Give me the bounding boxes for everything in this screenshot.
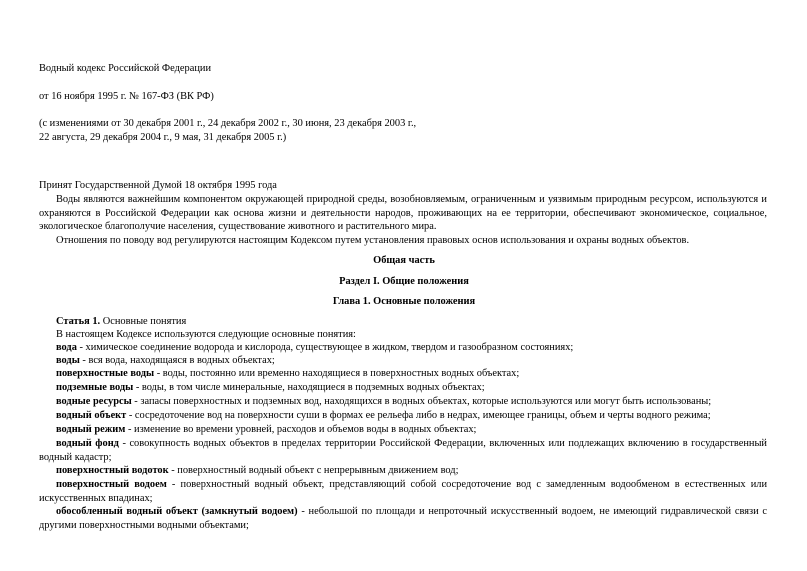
definition-text: - небольшой по площади и непроточный искусственный водоем, не имеющий гидравлической связи с другими поверхностными водными объектами;: [39, 506, 767, 531]
preamble-paragraph-2: Отношения по поводу вод регулируются настоящим Кодексом путем установления правовых основ использования и охраны водных объектов.: [56, 235, 690, 246]
definition-item: [39, 478, 767, 505]
definition-term: обособленный водный объект (замкнутый водоем): [56, 506, 298, 517]
document-title: Водный кодекс Российской Федерации: [39, 63, 212, 74]
document-date: от 16 ноября 1995 г. № 167-ФЗ (ВК РФ): [39, 91, 214, 102]
definition-text: - поверхностный водный объект, представляющий собой сосредоточение вод с замедленным водообменом в естественных или искусственных впадинах;: [39, 479, 767, 504]
amendments-line-2: 22 августа, 29 декабря 2004 г., 9 мая, 31 декабря 2005 г.): [39, 132, 287, 143]
definition-term: вода: [56, 342, 77, 353]
definition-text: - поверхностный водный объект с непрерывным движением вод;: [168, 465, 459, 476]
definition-text: - воды, в том числе минеральные, находящиеся в подземных водных объектах;: [133, 382, 485, 393]
definition-term: воды: [56, 355, 80, 366]
definition-item: [39, 437, 767, 464]
definition-item: [39, 395, 767, 409]
definition-item: [39, 354, 767, 368]
definition-item: [39, 367, 767, 381]
definition-item: [39, 381, 767, 395]
definition-item: [39, 505, 767, 532]
definition-item: [39, 423, 767, 437]
definition-text: - химическое соединение водорода и кислорода, существующее в жидком, твердом и газообразном состояниях;: [76, 342, 574, 353]
definition-term: водный режим: [56, 424, 126, 435]
amendments-line-1: (с изменениями от 30 декабря 2001 г., 24 декабря 2002 г., 30 июня, 23 декабря 2003 г.,: [39, 118, 417, 129]
definition-term: водный фонд: [56, 438, 119, 449]
preamble-paragraph-1: Воды являются важнейшим компонентом окружающей природной среды, возобновляемым, ограниченным и уязвимым природным ресурсом, используются и охраняются в Российской Федерации как основа жизни и деятельности народов, проживающих на ее территории, обеспечивают экономическое, социальное, экологическое благополучие населения, существование животного и растительного мира.: [39, 194, 767, 233]
definition-term: подземные воды: [56, 382, 134, 393]
adopted-line: Принят Государственной Думой 18 октября 1995 года: [39, 180, 277, 191]
definition-text: - сосредоточение вод на поверхности суши в формах ее рельефа либо в недрах, имеющее границы, объем и черты водного режима;: [126, 410, 711, 421]
article-1-intro: В настоящем Кодексе используются следующие основные понятия:: [56, 329, 356, 340]
definition-item: [39, 409, 767, 423]
definition-item: [39, 464, 767, 478]
definition-term: водные ресурсы: [56, 396, 132, 407]
definition-term: водный объект: [56, 410, 127, 421]
definition-text: - совокупность водных объектов в пределах территории Российской Федерации, включенных или подлежащих включению в государственный водный кадастр;: [39, 438, 767, 463]
definition-text: - вся вода, находящаяся в водных объектах;: [79, 355, 275, 366]
definition-item: [39, 341, 767, 355]
article-title-text: Основные понятия: [100, 316, 187, 327]
general-part-heading: Общая часть: [373, 255, 435, 266]
definition-text: - изменение во времени уровней, расходов и объемов воды в водных объектах;: [125, 424, 477, 435]
definition-text: - воды, постоянно или временно находящиеся в поверхностных водных объектах;: [154, 368, 520, 379]
section-heading: Раздел I. Общие положения: [339, 276, 469, 287]
definition-term: поверхностные воды: [56, 368, 155, 379]
definition-text: - запасы поверхностных и подземных вод, находящихся в водных объектах, которые используются или могут быть использованы;: [131, 396, 712, 407]
chapter-heading: Глава 1. Основные положения: [332, 296, 476, 307]
article-1-title: [39, 315, 767, 329]
article-label: Статья 1.: [56, 316, 101, 327]
definition-term: поверхностный водоток: [56, 465, 169, 476]
definition-term: поверхностный водоем: [56, 479, 167, 490]
